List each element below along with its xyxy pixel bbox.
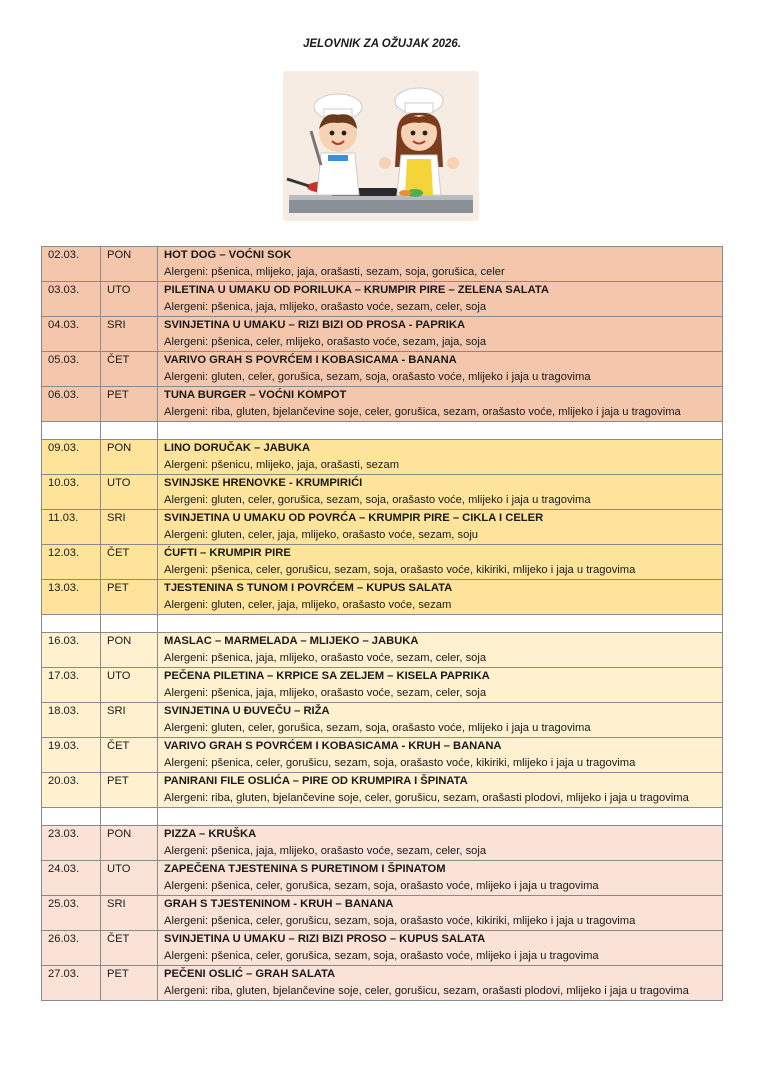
date-cell: 19.03.: [42, 738, 101, 773]
dish-name: VARIVO GRAH S POVRĆEM I KOBASICAMA - KRUH – BANANA: [164, 740, 502, 752]
allergens-text: Alergeni: pšenica, celer, gorušica, sezam, soja, orašasto voće, mlijeko i jaja u tragovima: [164, 950, 599, 962]
allergens-text: Alergeni: pšenica, jaja, mlijeko, orašasto voće, sezam, celer, soja: [164, 845, 487, 857]
allergens-text: Alergeni: pšenica, jaja, mlijeko, orašasto voće, sezam, celer, soja: [164, 687, 487, 699]
empty-cell: [101, 615, 158, 633]
allergens-text: Alergeni: riba, gluten, bjelančevine soje, celer, gorušicu, sezam, orašasti plodovi, mlijeko i jaja u tragovima: [164, 792, 689, 804]
dish-name: PANIRANI FILE OSLIĆA – PIRE OD KRUMPIRA I ŠPINATA: [164, 775, 468, 787]
spacer-row: [42, 422, 723, 440]
table-row: [42, 282, 723, 317]
table-row: [42, 387, 723, 422]
dish-name: GRAH S TJESTENINOM - KRUH – BANANA: [164, 898, 394, 910]
table-row: [42, 247, 723, 282]
allergens-text: Alergeni: gluten, celer, gorušica, sezam, soja, orašasto voće, mlijeko i jaja u tragovima: [164, 722, 591, 734]
allergens-text: Alergeni: gluten, celer, gorušica, sezam, soja, orašasto voće, mlijeko i jaja u tragovima: [164, 371, 591, 383]
day-cell: UTO: [101, 475, 158, 510]
allergens-text: Alergeni: pšenica, mlijeko, jaja, orašasti, sezam, soja, gorušica, celer: [164, 266, 505, 278]
day-cell: ČET: [101, 545, 158, 580]
table-row: [42, 861, 723, 896]
page-title: JELOVNIK ZA OŽUJAK 2026.: [302, 38, 462, 50]
day-cell: PON: [101, 247, 158, 282]
date-cell: 17.03.: [42, 668, 101, 703]
table-row: [42, 931, 723, 966]
table-row: [42, 826, 723, 861]
table-row: [42, 510, 723, 545]
day-cell: SRI: [101, 317, 158, 352]
date-cell: 20.03.: [42, 773, 101, 808]
date-cell: 09.03.: [42, 440, 101, 475]
allergens-text: Alergeni: pšenica, celer, gorušicu, sezam, soja, orašasto voće, kikiriki, mlijeko i jaja u tragovima: [164, 757, 636, 769]
day-cell: UTO: [101, 861, 158, 896]
date-cell: 13.03.: [42, 580, 101, 615]
allergens-text: Alergeni: pšenicu, mlijeko, jaja, orašasti, sezam: [164, 459, 400, 471]
meal-cell: [158, 387, 723, 422]
table-row: [42, 545, 723, 580]
day-cell: PET: [101, 773, 158, 808]
table-row: [42, 896, 723, 931]
day-cell: PON: [101, 440, 158, 475]
date-cell: 25.03.: [42, 896, 101, 931]
date-cell: 06.03.: [42, 387, 101, 422]
dish-name: ĆUFTI – KRUMPIR PIRE: [164, 547, 291, 559]
day-cell: PET: [101, 387, 158, 422]
date-cell: 23.03.: [42, 826, 101, 861]
day-cell: ČET: [101, 352, 158, 387]
empty-cell: [158, 422, 723, 440]
dish-name: PEČENI OSLIĆ – GRAH SALATA: [164, 968, 336, 980]
meal-cell: [158, 475, 723, 510]
date-cell: 27.03.: [42, 966, 101, 1001]
empty-cell: [42, 615, 101, 633]
meal-cell: [158, 738, 723, 773]
date-cell: 02.03.: [42, 247, 101, 282]
table-row: [42, 738, 723, 773]
table-row: [42, 352, 723, 387]
date-cell: 26.03.: [42, 931, 101, 966]
meal-cell: [158, 545, 723, 580]
empty-cell: [101, 422, 158, 440]
table-row: [42, 633, 723, 668]
meal-cell: [158, 896, 723, 931]
meal-cell: [158, 966, 723, 1001]
table-row: [42, 317, 723, 352]
dish-name: PILETINA U UMAKU OD PORILUKA – KRUMPIR PIRE – ZELENA SALATA: [164, 284, 549, 296]
meal-cell: [158, 317, 723, 352]
meal-cell: [158, 440, 723, 475]
meal-cell: [158, 510, 723, 545]
allergens-text: Alergeni: riba, gluten, bjelančevine soje, celer, gorušica, sezam, orašasto voće, mlijeko i jaja u tragovima: [164, 406, 681, 418]
spacer-row: [42, 615, 723, 633]
date-cell: 11.03.: [42, 510, 101, 545]
dish-name: LINO DORUČAK – JABUKA: [164, 442, 311, 454]
spacer-row: [42, 808, 723, 826]
day-cell: ČET: [101, 738, 158, 773]
allergens-text: Alergeni: pšenica, celer, gorušicu, sezam, soja, orašasto voće, kikiriki, mlijeko i jaja u tragovima: [164, 564, 636, 576]
empty-cell: [158, 808, 723, 826]
allergens-text: Alergeni: pšenica, celer, gorušicu, sezam, soja, orašasto voće, kikiriki, mlijeko i jaja u tragovima: [164, 915, 636, 927]
table-row: [42, 580, 723, 615]
dish-name: SVINJETINA U ĐUVEČU – RIŽA: [164, 705, 330, 717]
day-cell: PON: [101, 826, 158, 861]
date-cell: 10.03.: [42, 475, 101, 510]
day-cell: SRI: [101, 896, 158, 931]
date-cell: 24.03.: [42, 861, 101, 896]
allergens-text: Alergeni: pšenica, celer, gorušica, sezam, soja, orašasto voće, mlijeko i jaja u tragovima: [164, 880, 599, 892]
meal-cell: [158, 668, 723, 703]
allergens-text: Alergeni: riba, gluten, bjelančevine soje, celer, gorušicu, sezam, orašasti plodovi, mlijeko i jaja u tragovima: [164, 985, 689, 997]
dish-name: SVINJETINA U UMAKU – RIZI BIZI PROSO – KUPUS SALATA: [164, 933, 486, 945]
day-cell: PON: [101, 633, 158, 668]
day-cell: UTO: [101, 282, 158, 317]
table-row: [42, 966, 723, 1001]
date-cell: 18.03.: [42, 703, 101, 738]
table-row: [42, 703, 723, 738]
allergens-text: Alergeni: gluten, celer, jaja, mlijeko, orašasto voće, sezam: [164, 599, 452, 611]
dish-name: MASLAC – MARMELADA – MLIJEKO – JABUKA: [164, 635, 419, 647]
meal-cell: [158, 580, 723, 615]
dish-name: SVINJETINA U UMAKU OD POVRĆA – KRUMPIR PIRE – CIKLA I CELER: [164, 512, 544, 524]
menu-table: [41, 246, 723, 1001]
date-cell: 04.03.: [42, 317, 101, 352]
allergens-text: Alergeni: pšenica, celer, mlijeko, orašasto voće, sezam, jaja, soja: [164, 336, 487, 348]
date-cell: 03.03.: [42, 282, 101, 317]
allergens-text: Alergeni: gluten, celer, jaja, mlijeko, orašasto voće, sezam, soju: [164, 529, 479, 541]
dish-name: TJESTENINA S TUNOM I POVRĆEM – KUPUS SALATA: [164, 582, 453, 594]
day-cell: SRI: [101, 703, 158, 738]
meal-cell: [158, 773, 723, 808]
empty-cell: [42, 808, 101, 826]
date-cell: 16.03.: [42, 633, 101, 668]
dish-name: PIZZA – KRUŠKA: [164, 828, 257, 840]
empty-cell: [42, 422, 101, 440]
meal-cell: [158, 633, 723, 668]
date-cell: 05.03.: [42, 352, 101, 387]
dish-name: ZAPEČENA TJESTENINA S PURETINOM I ŠPINATOM: [164, 863, 446, 875]
meal-cell: [158, 931, 723, 966]
dish-name: VARIVO GRAH S POVRĆEM I KOBASICAMA - BANANA: [164, 354, 457, 366]
day-cell: ČET: [101, 931, 158, 966]
dish-name: SVINJSKE HRENOVKE - KRUMPIRIĆI: [164, 477, 363, 489]
table-row: [42, 668, 723, 703]
day-cell: UTO: [101, 668, 158, 703]
meal-cell: [158, 247, 723, 282]
chefs-illustration: [283, 71, 479, 221]
table-row: [42, 475, 723, 510]
dish-name: PEČENA PILETINA – KRPICE SA ZELJEM – KISELA PAPRIKA: [164, 670, 490, 682]
day-cell: PET: [101, 580, 158, 615]
allergens-text: Alergeni: pšenica, jaja, mlijeko, orašasto voće, sezam, celer, soja: [164, 652, 487, 664]
dish-name: SVINJETINA U UMAKU – RIZI BIZI OD PROSA - PAPRIKA: [164, 319, 466, 331]
allergens-text: Alergeni: pšenica, jaja, mlijeko, orašasto voće, sezam, celer, soja: [164, 301, 487, 313]
day-cell: SRI: [101, 510, 158, 545]
empty-cell: [101, 808, 158, 826]
table-row: [42, 773, 723, 808]
meal-cell: [158, 352, 723, 387]
date-cell: 12.03.: [42, 545, 101, 580]
meal-cell: [158, 861, 723, 896]
day-cell: PET: [101, 966, 158, 1001]
meal-cell: [158, 826, 723, 861]
table-row: [42, 440, 723, 475]
dish-name: HOT DOG – VOĆNI SOK: [164, 249, 292, 261]
empty-cell: [158, 615, 723, 633]
allergens-text: Alergeni: gluten, celer, gorušica, sezam, soja, orašasto voće, mlijeko i jaja u tragovima: [164, 494, 591, 506]
meal-cell: [158, 703, 723, 738]
dish-name: TUNA BURGER – VOĆNI KOMPOT: [164, 389, 347, 401]
meal-cell: [158, 282, 723, 317]
